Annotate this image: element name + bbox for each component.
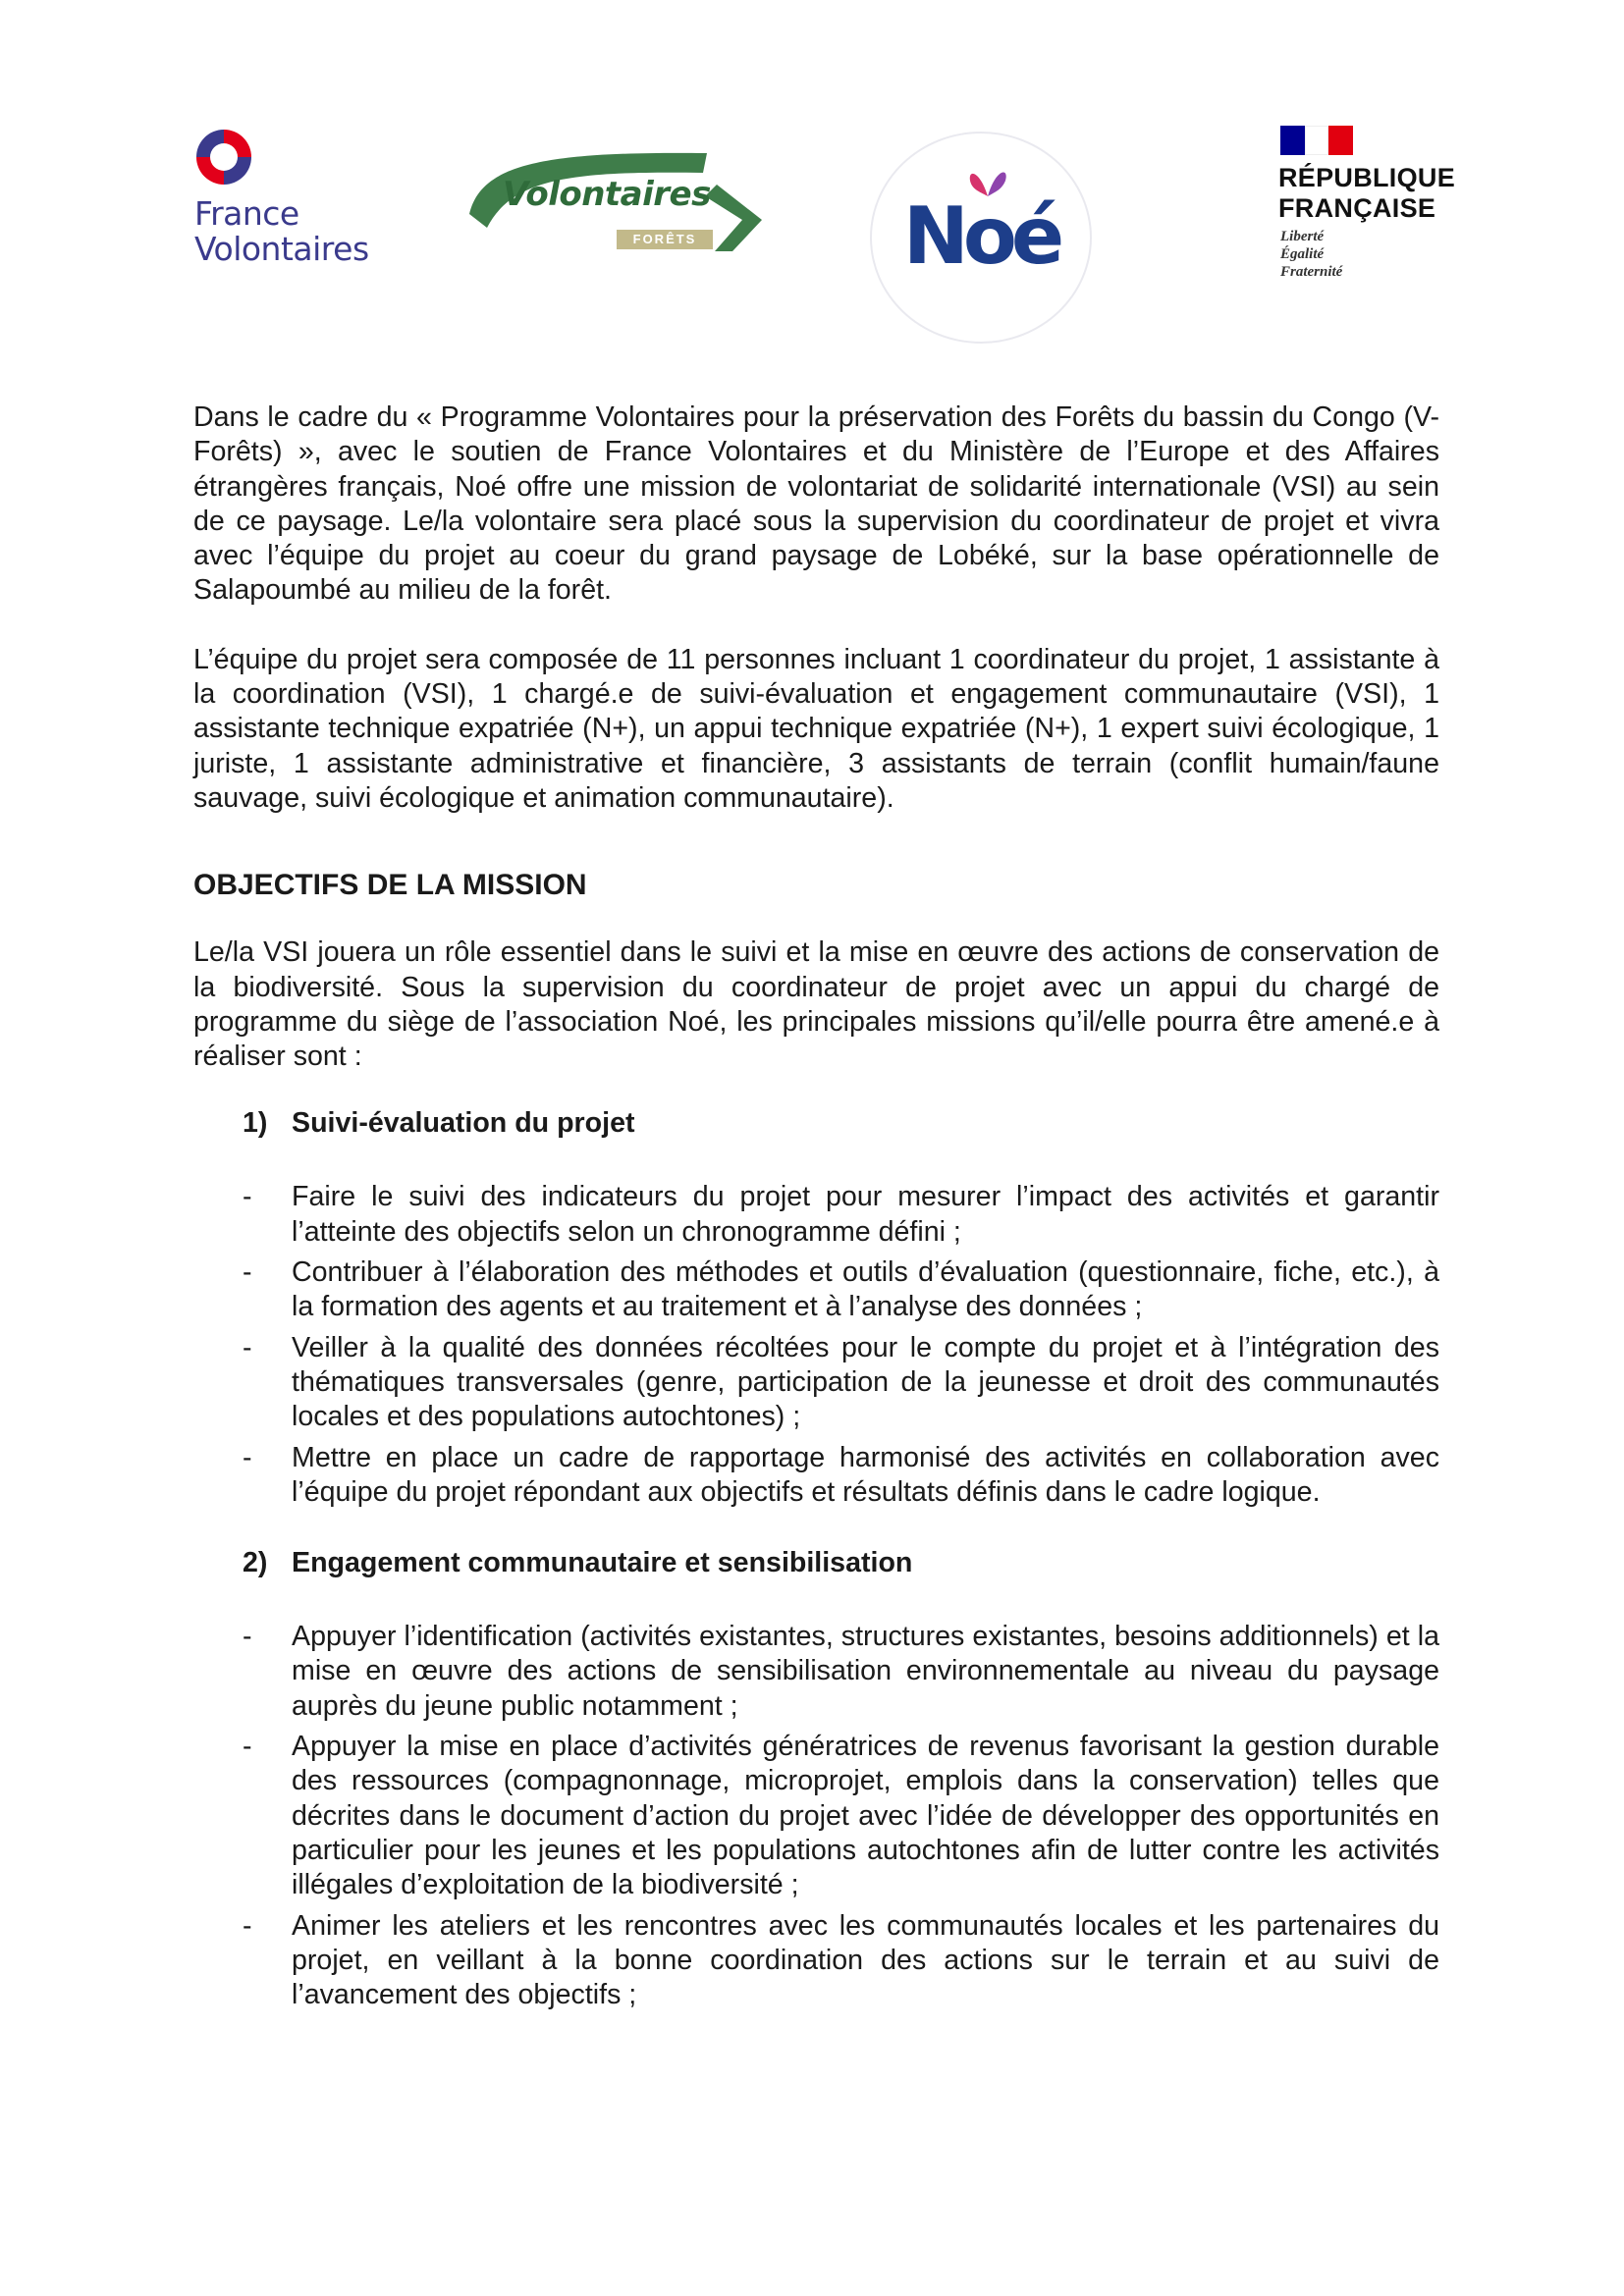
section-number: 2) bbox=[243, 1547, 268, 1579]
volontaires-forets-name: Volontaires bbox=[503, 175, 711, 214]
volontaires-forets-logo bbox=[461, 145, 766, 255]
engagement-communautaire-list bbox=[193, 1620, 1439, 2012]
noe-logo bbox=[872, 133, 1090, 342]
list-item: - Mettre en place un cadre de rapportage harmonisé des activités en collaboration avec l’équipe du projet répondant aux objectifs et résultats définis dans le cadre logique. bbox=[243, 1441, 1439, 1508]
republique-francaise-logo bbox=[1276, 126, 1463, 283]
section-number: 1) bbox=[243, 1107, 268, 1140]
french-flag-icon bbox=[1280, 126, 1353, 155]
objectives-intro: Le/la VSI jouera un rôle essentiel dans le suivi et la mise en œuvre des actions de conservation de la biodiversité. Sous la supervision du coordinateur de projet avec un appui du chargé de programme du siège de l’association Noé, les principales missions qu’il/elle pourra être amené.e à réaliser sont : bbox=[193, 936, 1439, 1073]
suivi-evaluation-list bbox=[193, 1180, 1439, 1510]
republique-line1: RÉPUBLIQUE bbox=[1278, 163, 1456, 192]
list-item: - Veiller à la qualité des données récoltées pour le compte du projet et à l’intégration des thématiques transversales (genre, participation de la jeunesse et droit des communautés locales et des populations autochtones) ; bbox=[243, 1331, 1439, 1433]
france-volontaires-mark-icon bbox=[192, 126, 255, 188]
objectives-heading: OBJECTIFS DE LA MISSION bbox=[193, 869, 587, 902]
section-title: Engagement communautaire et sensibilisation bbox=[292, 1547, 913, 1579]
intro-paragraph-2: L’équipe du projet sera composée de 11 personnes incluant 1 coordinateur du projet, 1 assistante à la coordination (VSI), 1 chargé.e de suivi-évaluation et engagement communautaire (VSI), 1 assistante technique expatriée (N+), un appui technique expatriée (N+), 1 expert suivi écologique, 1 juriste, 1 assistante administrative et financière, 3 assistants de terrain (conflit humain/faune sauvage, suivi écologique et animation communautaire). bbox=[193, 643, 1439, 814]
france-volontaires-logo bbox=[192, 126, 389, 273]
list-item: - Animer les ateliers et les rencontres avec les communautés locales et les partenaires du projet, en veillant à la bonne coordination des actions sur le terrain et au suivi de l’avancement des objectifs ; bbox=[243, 1909, 1439, 2011]
document-body bbox=[193, 400, 1439, 2018]
section-heading-suivi-evaluation bbox=[243, 1105, 1439, 1141]
list-item: - Faire le suivi des indicateurs du projet pour mesurer l’impact des activités et garantir l’atteinte des objectifs selon un chronogramme défini ; bbox=[243, 1181, 1439, 1248]
motto-egalite: Égalité bbox=[1280, 246, 1325, 262]
list-item: - Appuyer l’identification (activités existantes, structures existantes, besoins additionnels) et la mise en œuvre des actions de sensibilisation environnementale au niveau du paysage auprès du jeune public notamment ; bbox=[243, 1621, 1439, 1722]
noe-name: Noé bbox=[902, 190, 1059, 282]
intro-paragraph-1: Dans le cadre du « Programme Volontaires pour la préservation des Forêts du bassin du Congo (V-Forêts) », avec le soutien de France Volontaires et du Ministère de l’Europe et des Affaires étrangères français, Noé offre une mission de volontariat de solidarité internationale (VSI) au sein de ce paysage. Le/la volontaire sera placé sous la supervision du coordinateur de projet et vivra avec l’équipe du projet au coeur du grand paysage de Lobéké, sur la base opérationnelle de Salapoumbé au milieu de la forêt. bbox=[193, 401, 1439, 607]
motto-fraternite: Fraternité bbox=[1280, 264, 1343, 280]
motto-liberte: Liberté bbox=[1280, 229, 1325, 244]
list-item: - Appuyer la mise en place d’activités génératrices de revenus favorisant la gestion durable des ressources (compagnonnage, microprojet, emplois dans la conservation) telles que décrites dans le document d’action du projet avec l’idée de développer des opportunités en particulier pour les jeunes et les populations autochtones afin de lutter contre les activités illégales d’exploitation de la biodiversité ; bbox=[243, 1731, 1439, 1901]
republique-line2: FRANÇAISE bbox=[1278, 193, 1436, 223]
section-heading-engagement-communautaire bbox=[243, 1545, 1439, 1580]
section-title: Suivi-évaluation du projet bbox=[292, 1107, 635, 1140]
france-volontaires-line2: Volontaires bbox=[194, 230, 369, 268]
france-volontaires-line1: France bbox=[194, 194, 299, 233]
list-item: - Contribuer à l’élaboration des méthodes et outils d’évaluation (questionnaire, fiche, etc.), à la formation des agents et au traitement et à l’analyse des données ; bbox=[243, 1256, 1439, 1323]
volontaires-forets-sub: FORÊTS bbox=[617, 230, 713, 249]
